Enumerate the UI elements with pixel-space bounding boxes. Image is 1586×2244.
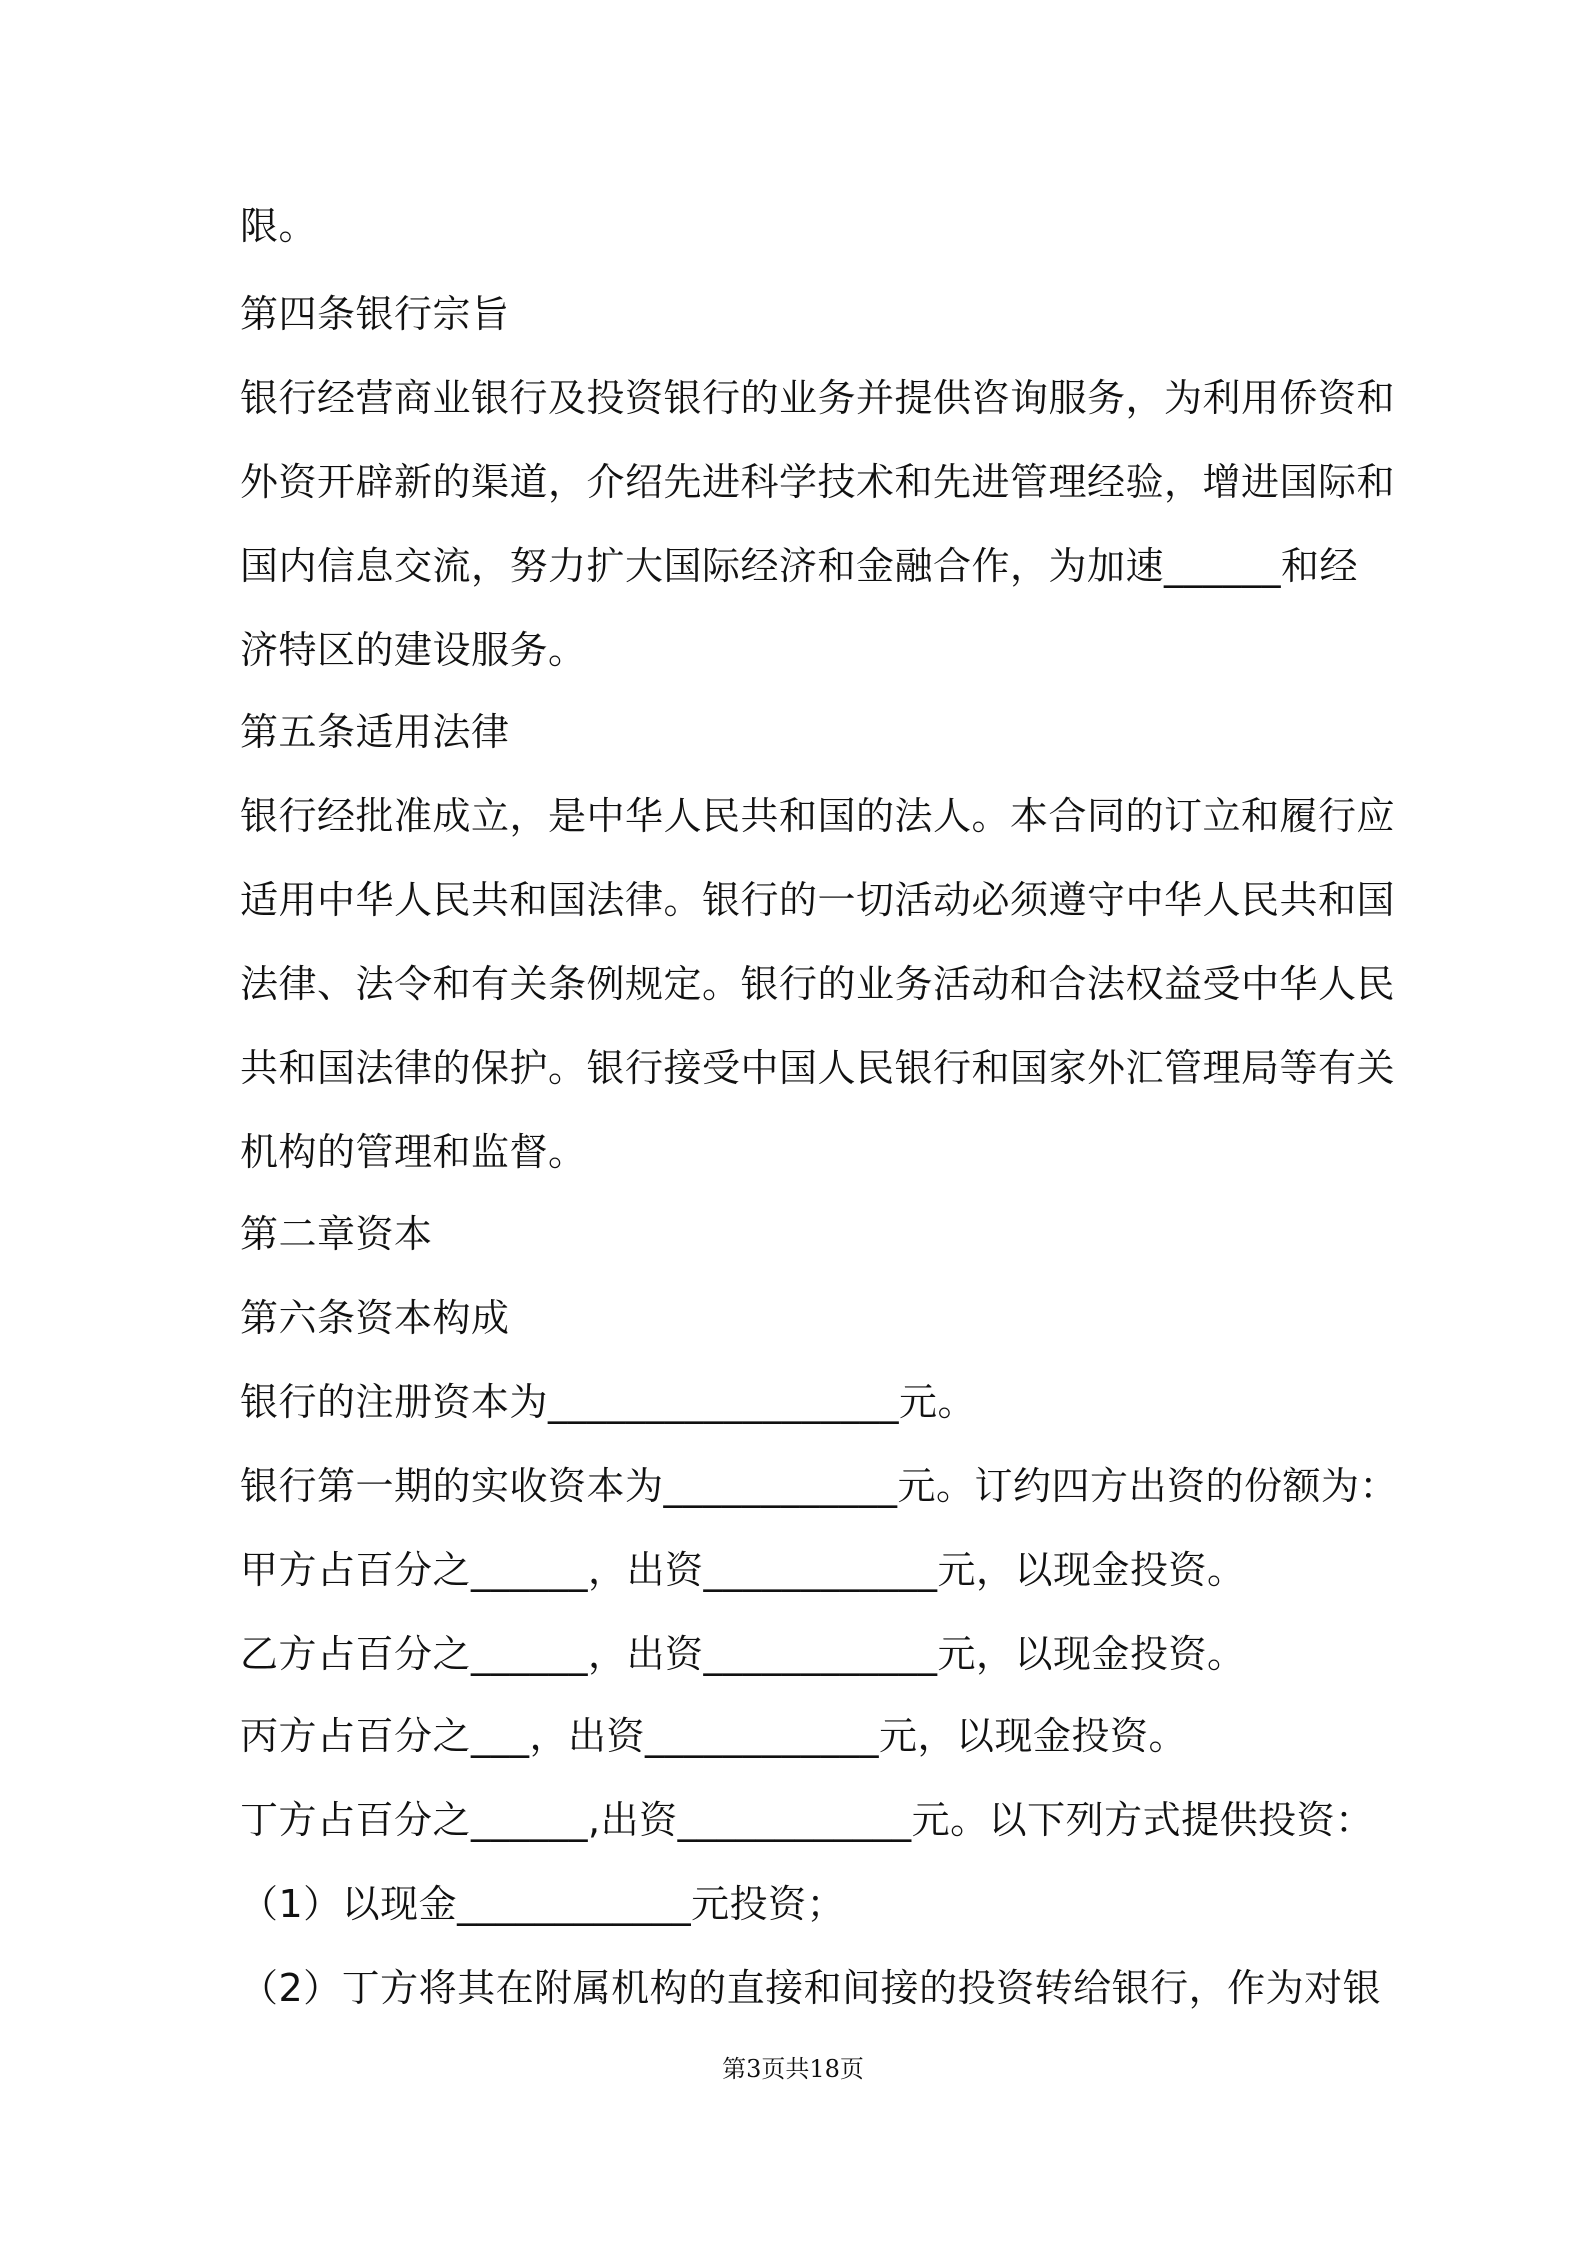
text-line: 丙方占百分之___，出资____________元，以现金投资。 (240, 1714, 1188, 1758)
text-line: （2）丁方将其在附属机构的直接和间接的投资转给银行，作为对银 (240, 1966, 1382, 2010)
text-line: 丁方占百分之______,出资____________元。以下列方式提供投资： (240, 1798, 1374, 1842)
text-line: 国内信息交流，努力扩大国际经济和金融合作，为加速______和经 (240, 544, 1359, 588)
text-line: 银行经批准成立，是中华人民共和国的法人。本合同的订立和履行应 (240, 794, 1396, 838)
text-line: 限。 (240, 204, 318, 248)
text-line: 银行经营商业银行及投资银行的业务并提供咨询服务，为利用侨资和 (240, 376, 1396, 420)
text-line: 法律、法令和有关条例规定。银行的业务活动和合法权益受中华人民 (240, 962, 1396, 1006)
text-line: （1）以现金____________元投资； (240, 1882, 846, 1926)
chapter-heading: 第二章资本 (240, 1212, 433, 1256)
text-line: 济特区的建设服务。 (240, 628, 587, 672)
text-line: 银行第一期的实收资本为____________元。订约四方出资的份额为： (240, 1464, 1399, 1508)
article-heading: 第四条银行宗旨 (240, 292, 510, 336)
text-line: 共和国法律的保护。银行接受中国人民银行和国家外汇管理局等有关 (240, 1046, 1396, 1090)
page-number: 第3页共18页 (722, 2055, 864, 2083)
article-heading: 第五条适用法律 (240, 710, 510, 754)
text-line: 银行的注册资本为__________________元。 (240, 1380, 977, 1424)
text-line: 甲方占百分之______，出资____________元，以现金投资。 (240, 1548, 1246, 1592)
text-line: 外资开辟新的渠道，介绍先进科学技术和先进管理经验，增进国际和 (240, 460, 1396, 504)
article-heading: 第六条资本构成 (240, 1296, 510, 1340)
text-line: 机构的管理和监督。 (240, 1130, 587, 1174)
text-line: 适用中华人民共和国法律。银行的一切活动必须遵守中华人民共和国 (240, 878, 1396, 922)
text-line: 乙方占百分之______，出资____________元，以现金投资。 (240, 1632, 1246, 1676)
